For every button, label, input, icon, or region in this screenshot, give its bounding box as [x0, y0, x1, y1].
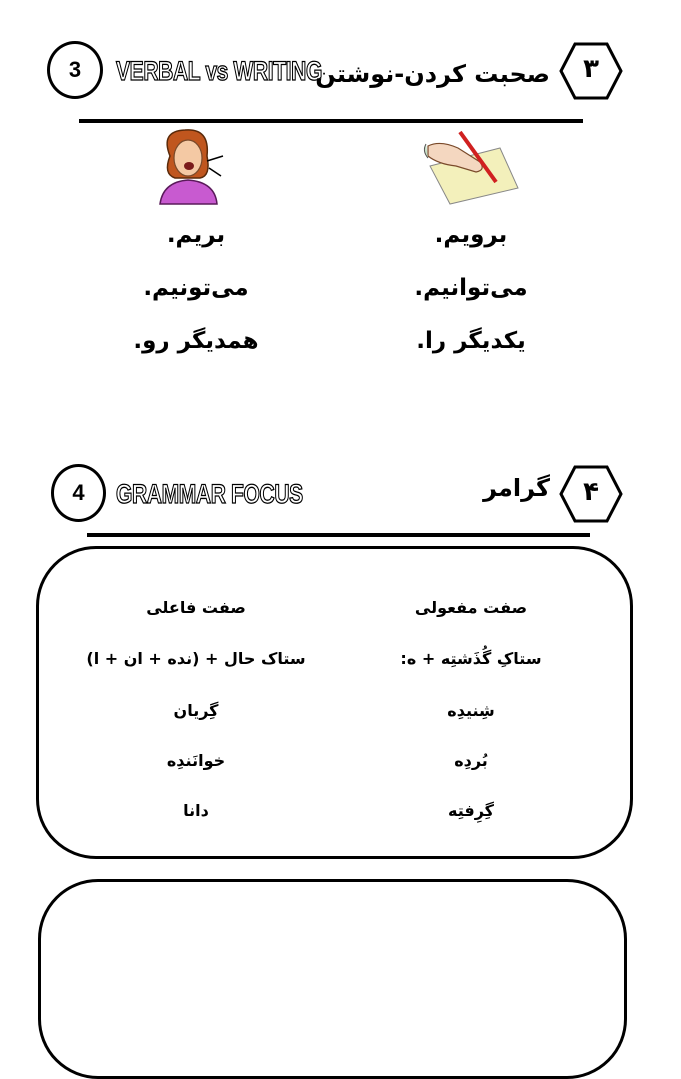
next-box — [38, 879, 627, 1079]
persian-section-number: ۳ — [583, 54, 599, 84]
verbal-form: همدیگر رو. — [133, 328, 259, 354]
divider — [79, 119, 583, 123]
verbal-form: می‌تونیم. — [143, 275, 249, 301]
active-participle-example: دانا — [183, 801, 209, 820]
section-number-hexagon — [559, 465, 623, 523]
speaking-woman-illustration — [155, 126, 230, 206]
written-form: برویم. — [434, 222, 508, 248]
section-number-hexagon — [559, 42, 623, 100]
section-number: 3 — [68, 57, 82, 82]
active-participle-header: صفت فاعلی — [146, 598, 246, 617]
written-form: یکدیگر را. — [416, 328, 526, 354]
divider — [87, 533, 590, 537]
writing-hand-illustration — [420, 126, 520, 206]
persian-section-number: ۴ — [583, 477, 599, 507]
passive-participle-example: شِنیدِه — [447, 701, 495, 720]
english-section-title: GRAMMAR FOCUS — [116, 479, 303, 509]
active-participle-example: گِریان — [173, 701, 219, 720]
verbal-form: بریم. — [166, 222, 226, 248]
passive-participle-example: گِرِفتِه — [448, 801, 494, 820]
passive-participle-example: بُردِه — [454, 751, 488, 770]
active-participle-rule: ستاک حال + (نده + ان + ا) — [86, 649, 306, 668]
persian-section-title: گرامر — [483, 474, 550, 502]
persian-section-title: صحبت کردن-نوشتن — [315, 60, 550, 88]
passive-participle-header: صفت مفعولی — [414, 598, 528, 617]
section-number-circle — [47, 41, 103, 99]
section-number-circle — [51, 464, 106, 522]
section-number: 4 — [72, 480, 85, 505]
english-section-title: VERBAL vs WRITING — [116, 56, 322, 86]
active-participle-example: خوانَندِه — [166, 751, 226, 770]
passive-participle-rule: ستاکِ گُذَشتِه + ه: — [400, 649, 542, 668]
written-form: می‌توانیم. — [414, 275, 528, 301]
